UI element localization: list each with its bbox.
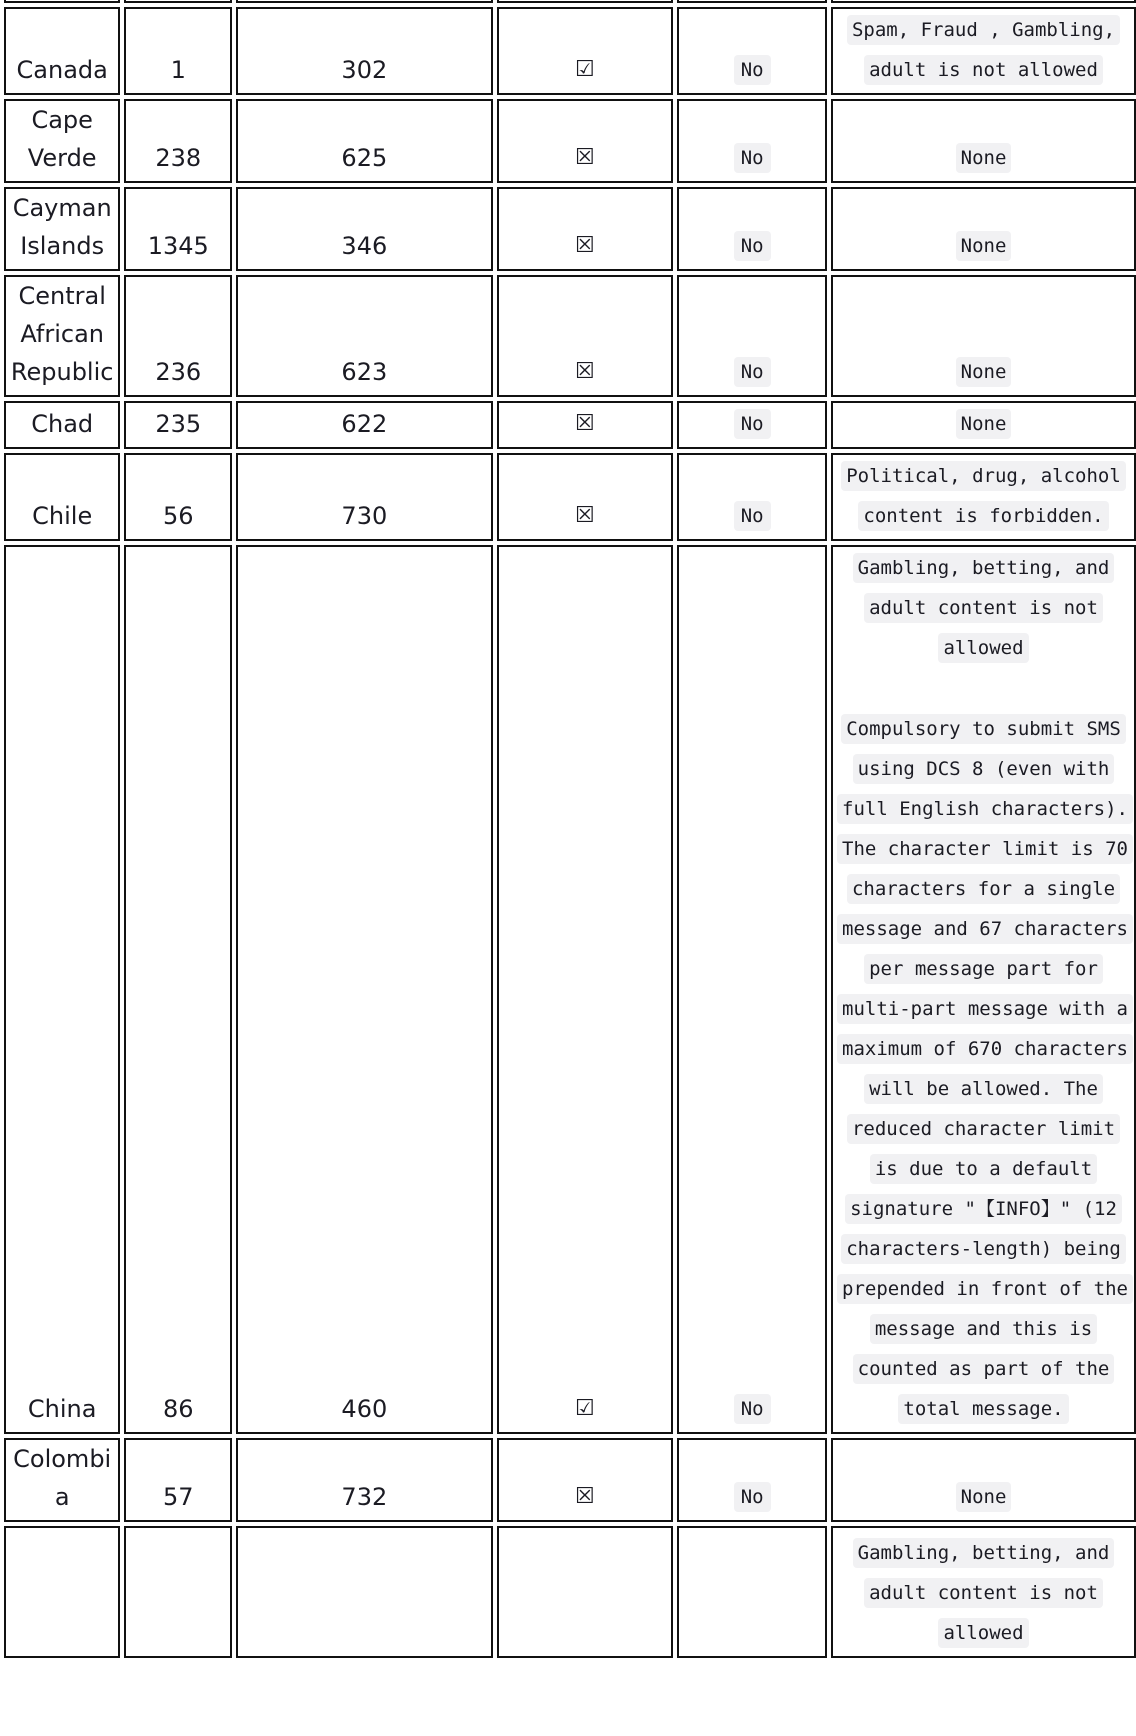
dial-code-cell [124,545,232,1434]
status-badge: No [734,357,771,387]
dial-code-cell [124,401,232,449]
status-badge: No [734,1394,771,1424]
notes-text: None [956,231,1012,261]
mcc-code: 625 [341,144,388,172]
notes-text: Compulsory to submit SMS using DCS 8 (even with full English characters). The character limit is 70 characters for a single message and 67 characters per message part for multi-part message with a maximum of 670 characters will be allowed. The reduced character limit is due to a default signature "【INFO】" (12 characters-length) being prepended in front of the message and this is counted as part of the total message. [837,714,1133,1424]
notes-cell [831,1438,1136,1522]
status-cell [677,1526,827,1658]
dial-code: 235 [155,410,202,438]
status-badge: No [734,501,771,531]
table-row [4,275,1136,397]
table-row [4,1438,1136,1522]
status-badge: No [734,409,771,439]
notes-paragraph [837,137,1130,177]
mcc-cell [236,1438,492,1522]
country-cell [4,1526,120,1658]
status-cell [677,99,827,183]
status-badge: No [734,1482,771,1512]
table-row [4,187,1136,271]
status-cell [677,275,827,397]
checkbox-cell [497,187,674,271]
table-row [4,1526,1136,1658]
checkbox-cell [497,99,674,183]
notes-paragraph [837,1476,1130,1516]
checkbox-cell [497,401,674,449]
notes-text: Spam, Fraud , Gambling, adult is not allowed [847,15,1120,85]
status-badge: No [734,143,771,173]
country-cell [4,1438,120,1522]
checkbox-icon: ☒ [575,233,595,258]
checkbox-icon: ☑ [575,57,595,82]
country-name: China [27,1395,97,1423]
mcc-code: 623 [341,358,388,386]
mcc-code: 460 [341,1395,388,1423]
mcc-cell [236,187,492,271]
mcc-code: 302 [341,56,388,84]
checkbox-icon: ☒ [575,359,595,384]
notes-cell [831,99,1136,183]
notes-cell [831,453,1136,541]
notes-cell [831,7,1136,95]
notes-paragraph [837,225,1130,265]
status-cell [677,187,827,271]
notes-text: Gambling, betting, and adult content is not allowed [853,1538,1115,1648]
mcc-code: 732 [341,1483,388,1511]
mcc-code: 622 [341,410,388,438]
notes-text: Gambling, betting, and adult content is not allowed [853,553,1115,663]
mcc-code: 346 [341,232,388,260]
country-cell [4,187,120,271]
dial-code: 238 [155,144,202,172]
country-name: Central African Republic [10,282,114,386]
notes-text: Political, drug, alcohol content is forbidden. [841,461,1126,531]
notes-paragraph [837,351,1130,391]
notes-paragraph [837,547,1130,667]
notes-paragraph [837,1532,1130,1652]
mcc-cell [236,545,492,1434]
country-cell [4,99,120,183]
country-table-body [4,0,1136,1658]
notes-text: None [956,409,1012,439]
notes-paragraph-gap [837,667,1130,708]
checkbox-cell [497,545,674,1434]
dial-code-cell [124,7,232,95]
status-badge: No [734,55,771,85]
dial-code-cell [124,1526,232,1658]
dial-code-cell [124,99,232,183]
dial-code: 1345 [147,232,209,260]
mcc-cell [236,401,492,449]
notes-text: None [956,143,1012,173]
country-name: Colombia [13,1445,112,1511]
dial-code: 57 [162,1483,194,1511]
table-row [4,401,1136,449]
country-name: Chad [31,410,94,438]
notes-cell [831,401,1136,449]
country-name: Canada [16,56,108,84]
dial-code: 56 [162,502,194,530]
checkbox-cell [497,7,674,95]
country-cell [4,7,120,95]
dial-code-cell [124,187,232,271]
dial-code: 1 [170,56,186,84]
notes-text: None [956,1482,1012,1512]
mcc-code: 730 [341,502,388,530]
notes-cell [831,545,1136,1434]
country-cell [4,545,120,1434]
country-cell [4,275,120,397]
mcc-cell [236,1526,492,1658]
checkbox-cell [497,275,674,397]
country-cell [4,453,120,541]
country-name: Cape Verde [27,106,97,172]
country-name: Chile [32,502,93,530]
mcc-cell [236,7,492,95]
table-row [4,545,1136,1434]
status-cell [677,7,827,95]
status-cell [677,453,827,541]
country-cell [4,401,120,449]
notes-cell [831,187,1136,271]
mcc-cell [236,453,492,541]
table-row [4,7,1136,95]
status-cell [677,1438,827,1522]
notes-paragraph [837,9,1130,89]
table-row-stub [4,0,1136,3]
notes-paragraph [837,455,1130,535]
dial-code: 86 [162,1395,194,1423]
notes-cell [831,1526,1136,1658]
dial-code-cell [124,275,232,397]
checkbox-icon: ☒ [575,145,595,170]
checkbox-icon: ☒ [575,1484,595,1509]
dial-code: 236 [155,358,202,386]
dial-code-cell [124,1438,232,1522]
checkbox-icon: ☑ [575,1396,595,1421]
status-cell [677,401,827,449]
notes-cell [831,275,1136,397]
dial-code-cell [124,453,232,541]
checkbox-cell [497,453,674,541]
notes-paragraph [837,708,1130,1428]
country-name: Cayman Islands [12,194,112,260]
notes-paragraph [837,403,1130,443]
mcc-cell [236,99,492,183]
notes-text: None [956,357,1012,387]
status-cell [677,545,827,1434]
checkbox-icon: ☒ [575,411,595,436]
table-row [4,99,1136,183]
status-badge: No [734,231,771,261]
checkbox-icon: ☒ [575,503,595,528]
checkbox-cell [497,1438,674,1522]
checkbox-cell [497,1526,674,1658]
table-row [4,453,1136,541]
mcc-cell [236,275,492,397]
